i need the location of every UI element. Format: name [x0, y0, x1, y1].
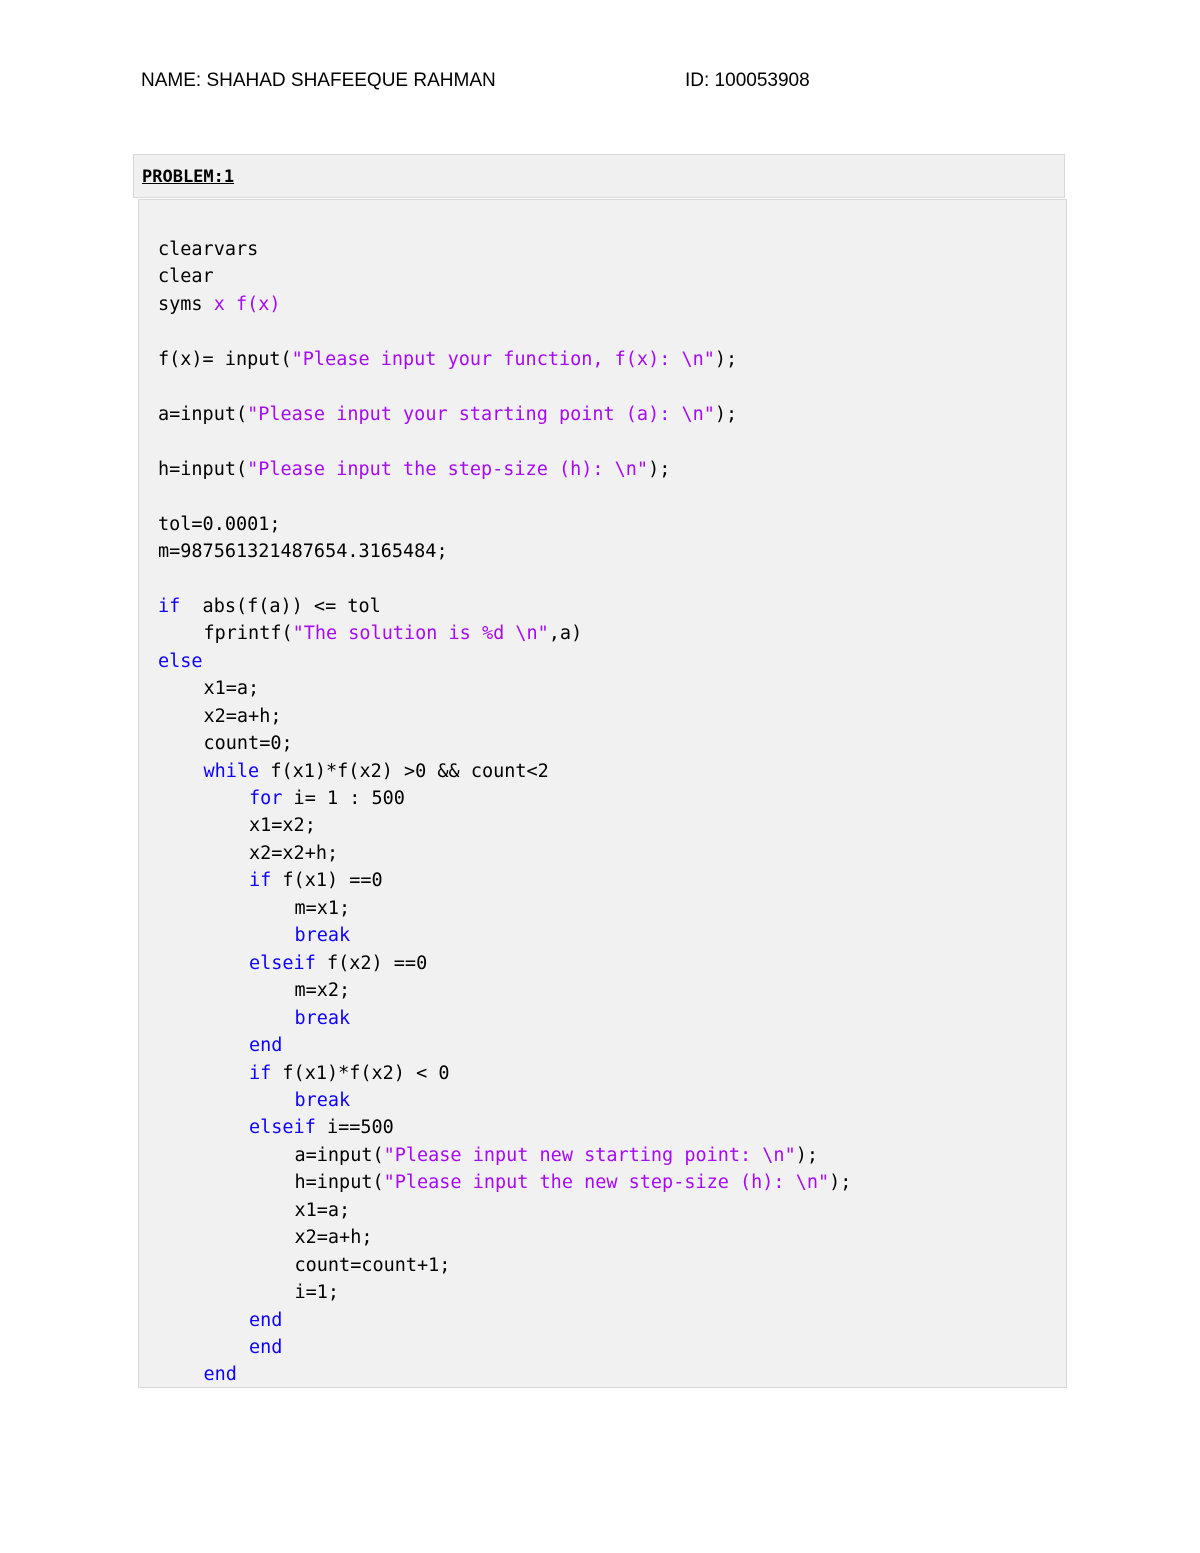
- code-text: x1=x2;: [249, 815, 316, 837]
- code-text: h=input(: [294, 1172, 384, 1194]
- code-text: f(x1)*f(x2) < 0: [271, 1062, 450, 1084]
- code-line: [295, 922, 351, 949]
- code-line: [158, 593, 381, 620]
- code-line: [158, 236, 258, 263]
- code-line: [158, 263, 214, 290]
- code-text: x1=a;: [203, 678, 260, 700]
- code-keyword: for: [249, 788, 283, 809]
- code-line: [249, 950, 427, 977]
- code-line: [295, 1142, 819, 1169]
- code-text: ,a): [548, 623, 583, 645]
- code-text: count=count+1;: [294, 1254, 451, 1276]
- code-text: m=987561321487654.3165484;: [158, 540, 448, 562]
- code-line: [295, 1224, 373, 1251]
- code-text: tol=0.0001;: [158, 513, 281, 535]
- student-name: NAME: SHAHAD SHAFEEQUE RAHMAN: [141, 70, 496, 91]
- code-line: [158, 648, 203, 675]
- code-line: [158, 456, 670, 483]
- code-line: [249, 1334, 282, 1361]
- code-string: "Please input your function, f(x): \n": [291, 348, 715, 370]
- code-line: [249, 840, 338, 867]
- code-text: a=input(: [294, 1144, 384, 1166]
- code-text: );: [648, 458, 671, 480]
- code-string: "Please input new starting point: \n": [383, 1144, 796, 1166]
- problem-heading-bar: [133, 154, 1065, 198]
- code-string: "Please input the step-size (h): \n": [247, 458, 649, 480]
- code-text: x2=x2+h;: [249, 842, 339, 864]
- code-text: i= 1 : 500: [282, 788, 405, 809]
- code-string: "Please input your starting point (a): \n": [247, 403, 715, 425]
- code-string: "Please input the new step-size (h): \n": [383, 1172, 830, 1194]
- code-line: [295, 1279, 340, 1306]
- code-line: [295, 1087, 351, 1114]
- code-line: [249, 1060, 450, 1087]
- code-keyword: while: [203, 760, 260, 782]
- code-text: );: [714, 348, 738, 370]
- code-line: [204, 730, 293, 757]
- code-keyword: else: [158, 650, 203, 672]
- code-line: [158, 291, 281, 318]
- code-line: [204, 758, 549, 785]
- code-text: );: [795, 1144, 818, 1166]
- code-line: [249, 1114, 394, 1141]
- code-line: [204, 675, 260, 702]
- code-keyword: end: [249, 1309, 283, 1331]
- code-line: [295, 895, 351, 922]
- code-text: f(x1)*f(x2) >0 && count<2: [259, 760, 549, 782]
- code-line: [295, 1252, 451, 1279]
- document-header: [141, 70, 841, 98]
- code-text: h=input(: [158, 458, 248, 480]
- code-keyword: end: [203, 1364, 237, 1386]
- code-line: [204, 1361, 237, 1388]
- code-text: );: [714, 403, 738, 425]
- code-line: [295, 977, 351, 1004]
- code-keyword: end: [249, 1337, 283, 1358]
- code-keyword: if: [249, 870, 272, 892]
- code-text: x1=a;: [294, 1199, 351, 1221]
- student-id: ID: 100053908: [685, 70, 810, 91]
- code-line: [249, 867, 383, 894]
- code-text: fprintf(: [203, 623, 293, 645]
- code-text: syms: [158, 293, 214, 315]
- code-text: );: [829, 1172, 852, 1194]
- code-line: [158, 401, 737, 428]
- code-line: [204, 703, 282, 730]
- code-keyword: break: [294, 1089, 351, 1111]
- code-line: [249, 812, 316, 839]
- code-symbolic: x f(x): [213, 293, 281, 315]
- code-text: f(x1) ==0: [271, 870, 383, 892]
- code-text: i==500: [315, 1117, 394, 1139]
- code-keyword: end: [249, 1035, 283, 1057]
- code-text: f(x)= input(: [158, 348, 292, 370]
- code-keyword: elseif: [249, 952, 316, 974]
- code-text: m=x1;: [294, 897, 351, 919]
- code-line: [249, 1307, 282, 1334]
- code-text: f(x2) ==0: [315, 952, 428, 974]
- code-text: x2=a+h;: [203, 705, 282, 727]
- problem-title: PROBLEM:1: [142, 167, 235, 187]
- code-text: clear: [158, 266, 214, 288]
- code-text: m=x2;: [294, 980, 351, 1002]
- code-keyword: if: [158, 595, 181, 617]
- code-text: count=0;: [203, 733, 293, 755]
- code-text: x2=a+h;: [294, 1227, 373, 1249]
- code-line: [295, 1005, 351, 1032]
- code-text: i=1;: [294, 1282, 340, 1304]
- code-line: [204, 620, 583, 647]
- code-keyword: if: [249, 1062, 272, 1084]
- code-keyword: break: [294, 1007, 351, 1029]
- code-line: [295, 1169, 852, 1196]
- code-keyword: elseif: [249, 1117, 316, 1139]
- code-string: "The solution is %d \n": [292, 623, 549, 645]
- code-line: [295, 1197, 351, 1224]
- code-line: [249, 785, 405, 812]
- code-line: [249, 1032, 282, 1059]
- code-line: [158, 346, 737, 373]
- code-keyword: break: [294, 925, 351, 947]
- code-text: abs(f(a)) <= tol: [180, 595, 381, 617]
- code-line: [158, 511, 281, 538]
- code-line: [158, 538, 448, 565]
- code-text: a=input(: [158, 403, 248, 425]
- code-text: clearvars: [158, 239, 259, 260]
